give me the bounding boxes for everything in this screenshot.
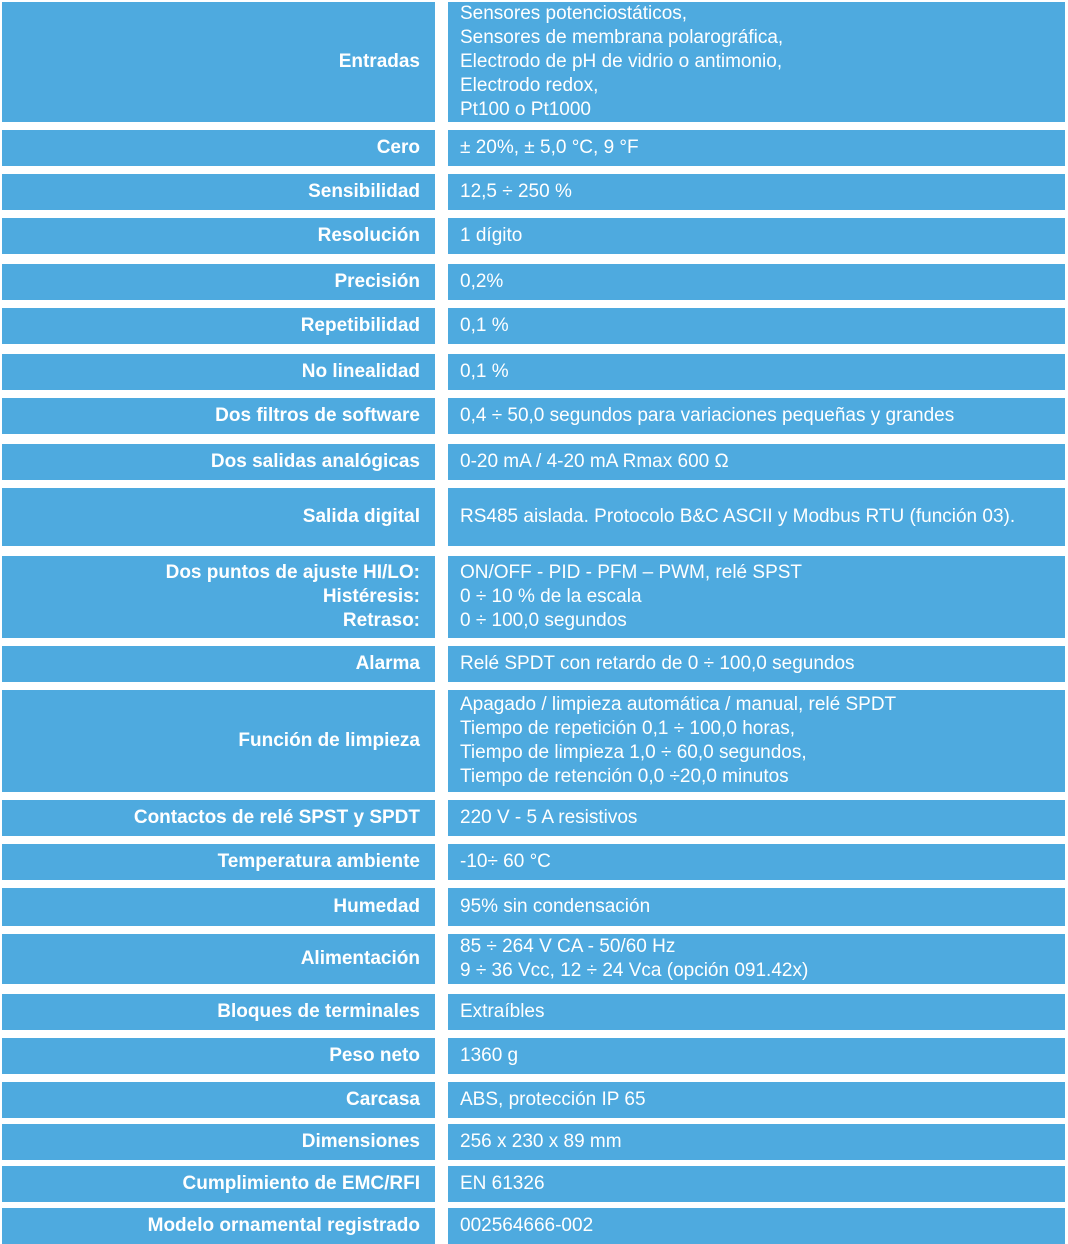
spec-label-text: Dos salidas analógicas — [210, 451, 420, 472]
spec-value-text: 0 ÷ 10 % de la escala — [460, 586, 642, 607]
spec-value-text: Sensores de membrana polarográfica, — [460, 27, 784, 48]
spec-value-text: 256 x 230 x 89 mm — [460, 1131, 622, 1152]
spec-label — [2, 646, 435, 682]
spec-value-text: RS485 aislada. Protocolo B&C ASCII y Modbus RTU (función 03). — [460, 506, 1016, 527]
spec-row-salidas-analogicas — [0, 444, 1068, 480]
spec-label-text: Dos puntos de ajuste HI/LO: — [165, 562, 420, 583]
spec-value-text: 85 ÷ 264 V CA - 50/60 Hz — [460, 936, 676, 957]
spec-label — [2, 398, 435, 434]
spec-value-text: 9 ÷ 36 Vcc, 12 ÷ 24 Vca (opción 091.42x) — [460, 960, 809, 981]
spec-label — [2, 174, 435, 210]
spec-label-text: Bloques de terminales — [217, 1001, 420, 1022]
spec-value-text: ABS, protección IP 65 — [460, 1089, 646, 1110]
spec-row-humedad — [0, 888, 1068, 926]
spec-label-text: Histéresis: — [322, 586, 420, 607]
spec-value-text: Electrodo de pH de vidrio o antimonio, — [460, 51, 783, 72]
spec-label — [2, 308, 435, 344]
spec-label-text: No linealidad — [301, 361, 420, 382]
spec-label — [2, 800, 435, 836]
spec-value-text: Tiempo de limpieza 1,0 ÷ 60,0 segundos, — [460, 742, 807, 763]
spec-label-text: Entradas — [338, 51, 420, 72]
spec-row-alimentacion — [0, 934, 1068, 984]
spec-value — [448, 1208, 1065, 1244]
spec-row-temperatura — [0, 844, 1068, 880]
spec-value — [448, 888, 1065, 926]
spec-label — [2, 690, 435, 792]
spec-label-text: Alimentación — [300, 948, 420, 969]
spec-label — [2, 1124, 435, 1160]
spec-label-text: Sensibilidad — [308, 181, 420, 202]
spec-value-text: -10÷ 60 °C — [460, 851, 551, 872]
spec-value — [448, 2, 1065, 122]
spec-value — [448, 800, 1065, 836]
spec-label-text: Salida digital — [302, 506, 420, 527]
spec-row-filtros-software — [0, 398, 1068, 434]
spec-value-text: 0,4 ÷ 50,0 segundos para variaciones pequeñas y grandes — [460, 405, 955, 426]
spec-label-text: Contactos de relé SPST y SPDT — [133, 807, 420, 828]
spec-value-text: ± 20%, ± 5,0 °C, 9 °F — [460, 137, 639, 158]
spec-value — [448, 1082, 1065, 1118]
spec-row-resolucion — [0, 218, 1068, 254]
spec-value-text: 0,2% — [460, 271, 504, 292]
spec-value-text: Electrodo redox, — [460, 75, 599, 96]
spec-label — [2, 2, 435, 122]
spec-label-text: Peso neto — [329, 1045, 420, 1066]
spec-value — [448, 308, 1065, 344]
spec-value-text: EN 61326 — [460, 1173, 545, 1194]
spec-value — [448, 488, 1065, 546]
spec-label — [2, 130, 435, 166]
spec-label-text: Resolución — [317, 225, 420, 246]
spec-row-sensibilidad — [0, 174, 1068, 210]
spec-label — [2, 1082, 435, 1118]
spec-value-text: 220 V - 5 A resistivos — [460, 807, 638, 828]
spec-value — [448, 398, 1065, 434]
spec-row-cero — [0, 130, 1068, 166]
spec-row-entradas — [0, 2, 1068, 122]
spec-label-text: Cero — [376, 137, 420, 158]
spec-label-text: Dos filtros de software — [215, 405, 420, 426]
spec-value-text: Sensores potenciostáticos, — [460, 3, 688, 24]
spec-value — [448, 1166, 1065, 1202]
spec-label-text: Precisión — [334, 271, 420, 292]
spec-row-carcasa — [0, 1082, 1068, 1118]
spec-value-text: Tiempo de repetición 0,1 ÷ 100,0 horas, — [460, 718, 796, 739]
spec-row-peso-neto — [0, 1038, 1068, 1074]
spec-label-text: Alarma — [355, 653, 420, 674]
spec-row-no-linealidad — [0, 354, 1068, 390]
spec-value — [448, 556, 1065, 638]
spec-value — [448, 1038, 1065, 1074]
spec-row-bloques-terminales — [0, 994, 1068, 1030]
spec-value — [448, 646, 1065, 682]
spec-label — [2, 888, 435, 926]
spec-label-text: Función de limpieza — [238, 730, 420, 751]
spec-label-text: Retraso: — [342, 610, 420, 631]
spec-value-text: Tiempo de retención 0,0 ÷20,0 minutos — [460, 766, 789, 787]
spec-value — [448, 130, 1065, 166]
spec-label — [2, 488, 435, 546]
spec-label-text: Modelo ornamental registrado — [147, 1215, 420, 1236]
spec-row-alarma — [0, 646, 1068, 682]
spec-label-text: Humedad — [333, 896, 420, 917]
spec-label — [2, 444, 435, 480]
spec-row-contactos-rele — [0, 800, 1068, 836]
spec-value — [448, 1124, 1065, 1160]
spec-label — [2, 354, 435, 390]
spec-label — [2, 556, 435, 638]
spec-value-text: Pt100 o Pt1000 — [460, 99, 591, 120]
spec-value — [448, 934, 1065, 984]
spec-value-text: 0-20 mA / 4-20 mA Rmax 600 Ω — [460, 451, 729, 472]
spec-label-text: Cumplimiento de EMC/RFI — [182, 1173, 420, 1194]
spec-value — [448, 264, 1065, 300]
spec-value-text: 0,1 % — [460, 361, 509, 382]
spec-label — [2, 218, 435, 254]
spec-label-text: Repetibilidad — [300, 315, 420, 336]
spec-label-text: Carcasa — [346, 1089, 420, 1110]
spec-label — [2, 1038, 435, 1074]
spec-value-text: Apagado / limpieza automática / manual, relé SPDT — [460, 694, 897, 715]
spec-value-text: 1 dígito — [460, 225, 523, 246]
spec-row-modelo-ornamental — [0, 1208, 1068, 1244]
spec-row-dimensiones — [0, 1124, 1068, 1160]
spec-value-text: 12,5 ÷ 250 % — [460, 181, 572, 202]
spec-label — [2, 1208, 435, 1244]
spec-value-text: 95% sin condensación — [460, 896, 651, 917]
spec-row-emc-rfi — [0, 1166, 1068, 1202]
spec-value-text: Relé SPDT con retardo de 0 ÷ 100,0 segundos — [460, 653, 855, 674]
spec-value-text: 0 ÷ 100,0 segundos — [460, 610, 627, 631]
spec-label — [2, 994, 435, 1030]
spec-value — [448, 174, 1065, 210]
spec-value-text: 1360 g — [460, 1045, 519, 1066]
spec-label — [2, 934, 435, 984]
spec-row-precision — [0, 264, 1068, 300]
spec-value — [448, 844, 1065, 880]
spec-row-puntos-ajuste — [0, 556, 1068, 638]
spec-row-salida-digital — [0, 488, 1068, 546]
spec-value-text: ON/OFF - PID - PFM – PWM, relé SPST — [460, 562, 803, 583]
spec-label-text: Dimensiones — [301, 1131, 420, 1152]
spec-value-text: 002564666-002 — [460, 1215, 594, 1236]
spec-label — [2, 844, 435, 880]
spec-value-text: 0,1 % — [460, 315, 509, 336]
spec-value — [448, 444, 1065, 480]
spec-value — [448, 994, 1065, 1030]
spec-row-funcion-limpieza — [0, 690, 1068, 792]
spec-value — [448, 690, 1065, 792]
spec-label — [2, 1166, 435, 1202]
spec-value — [448, 218, 1065, 254]
spec-value-text: Extraíbles — [460, 1001, 545, 1022]
spec-label-text: Temperatura ambiente — [217, 851, 420, 872]
spec-label — [2, 264, 435, 300]
spec-row-repetibilidad — [0, 308, 1068, 344]
spec-value — [448, 354, 1065, 390]
